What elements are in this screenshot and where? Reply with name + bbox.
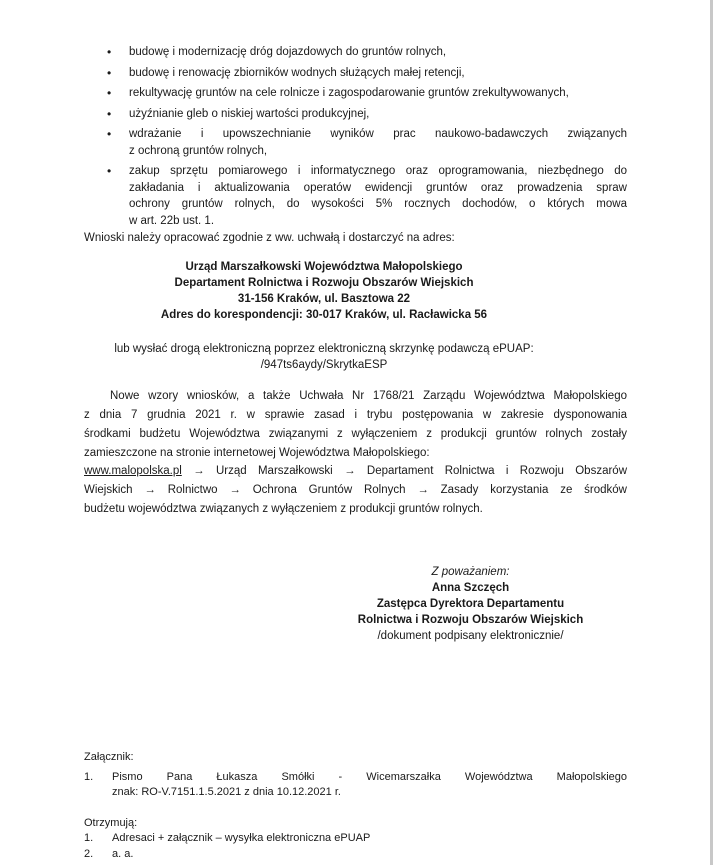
signature-title: Rolnictwa i Rozwoju Obszarów Wiejskich	[357, 614, 584, 626]
website-path	[84, 462, 627, 519]
attachment-text: Pismo Pana Łukasza Smółki - Wicemarszałka Województwa Małopolskiego	[112, 770, 627, 783]
address-street: 31-156 Kraków, ul. Basztowa 22	[237, 293, 411, 305]
bullet-text: w art. 22b ust. 1.	[129, 214, 215, 227]
paragraph-new-forms	[84, 387, 627, 463]
bullet-text: z ochroną gruntów rolnych,	[129, 144, 268, 157]
bullet-item	[84, 126, 627, 159]
paragraph-line: środkami budżetu Województwa związanymi z wyłączeniem z produkcji gruntów rolnych zostały	[84, 428, 627, 440]
bullet-item	[84, 163, 627, 229]
bullet-text: wdrażanie i upowszechnianie wyników prac naukowo-badawczych związanych	[129, 128, 627, 140]
bullet-item	[84, 44, 627, 61]
bullet-text: rekultywację gruntów na cele rolnicze i zagospodarowanie gruntów zrekultywowanych,	[129, 87, 569, 99]
footer-block	[84, 750, 627, 862]
recipient-number: 2.	[84, 847, 94, 860]
attachments-heading: Załącznik:	[84, 751, 134, 763]
bullet-item	[84, 106, 627, 123]
bullet-text: zakup sprzętu pomiarowego i informatycznego oraz oprogramowania, niezbędnego do	[129, 165, 627, 177]
intro-paragraph: Wnioski należy opracować zgodnie z ww. uchwałą i dostarczyć na adres:	[84, 232, 455, 244]
epuap-block	[84, 341, 564, 373]
website-path-line: budżetu województwa związanych z wyłączeniem z produkcji gruntów rolnych.	[84, 503, 483, 515]
attachment-number: 1.	[84, 770, 94, 783]
website-path-line: Wiejskich → Rolnictwo → Ochrona Gruntów Rolnych → Zasady korzystania ze środków	[84, 484, 627, 496]
signature-block	[330, 564, 611, 644]
bullet-text: ochrony gruntów rolnych, do wysokości 5% rocznych dochodów, o których mowa	[129, 198, 627, 210]
right-edge-border	[710, 0, 713, 865]
bullet-icon: •	[107, 106, 112, 121]
attachment-reference: znak: RO-V.7151.1.5.2021 z dnia 10.12.2021 r.	[112, 786, 341, 798]
bullet-text: budowę i modernizację dróg dojazdowych do gruntów rolnych,	[129, 46, 447, 58]
bullet-text: budowę i renowację zbiorników wodnych służących małej retencji,	[129, 66, 465, 79]
bullet-item	[84, 65, 627, 82]
signature-electronic-note: /dokument podpisany elektronicznie/	[377, 630, 564, 642]
recipient-item	[84, 847, 627, 863]
paragraph-line: Nowe wzory wniosków, a także Uchwała Nr 1768/21 Zarządu Województwa Małopolskiego	[110, 390, 627, 402]
bullet-text: zakładania i aktualizowania operatów ewidencji gruntów oraz prowadzenia spraw	[129, 181, 627, 194]
bullet-icon: •	[107, 164, 112, 178]
epuap-inbox-id: /947ts6aydy/SkrytkaESP	[260, 359, 388, 371]
address-org-name: Urząd Marszałkowski Województwa Małopolskiego	[185, 261, 463, 273]
signature-title: Zastępca Dyrektora Departamentu	[376, 598, 565, 610]
address-block	[84, 259, 564, 323]
bullet-icon: •	[107, 65, 112, 80]
address-department: Departament Rolnictwa i Rozwoju Obszarów Wiejskich	[174, 277, 474, 289]
recipient-text: Adresaci + załącznik – wysyłka elektroniczna ePUAP	[112, 832, 371, 844]
bullet-icon: •	[107, 86, 112, 100]
website-path-line	[84, 462, 627, 481]
bullet-list	[84, 44, 627, 233]
paragraph-line: zamieszczone na stronie internetowej Województwa Małopolskiego:	[84, 447, 430, 459]
address-correspondence: Adres do korespondencji: 30-017 Kraków, ul. Racławicka 56	[160, 309, 488, 321]
signature-name: Anna Szczęch	[431, 582, 510, 594]
recipient-text: a. a.	[112, 847, 134, 860]
recipient-item	[84, 831, 627, 847]
website-path-text: → Urząd Marszałkowski → Departament Rolnictwa i Rozwoju Obszarów	[181, 465, 627, 477]
paragraph-line: z dnia 7 grudnia 2021 r. w sprawie zasad i trybu postępowania w zakresie dysponowania	[84, 409, 627, 421]
bullet-text: użyźnianie gleb o niskiej wartości produkcyjnej,	[129, 107, 370, 120]
recipients-heading: Otrzymują:	[84, 816, 138, 829]
attachment-item	[84, 770, 627, 801]
bullet-icon: •	[107, 45, 112, 59]
signature-closing: Z poważaniem:	[431, 566, 510, 578]
malopolska-link[interactable]: www.malopolska.pl	[84, 465, 182, 477]
bullet-icon: •	[107, 127, 112, 141]
epuap-instruction: lub wysłać drogą elektroniczną poprzez elektroniczną skrzynkę podawczą ePUAP:	[114, 343, 534, 355]
bullet-item	[84, 85, 627, 102]
recipient-number: 1.	[84, 832, 94, 844]
